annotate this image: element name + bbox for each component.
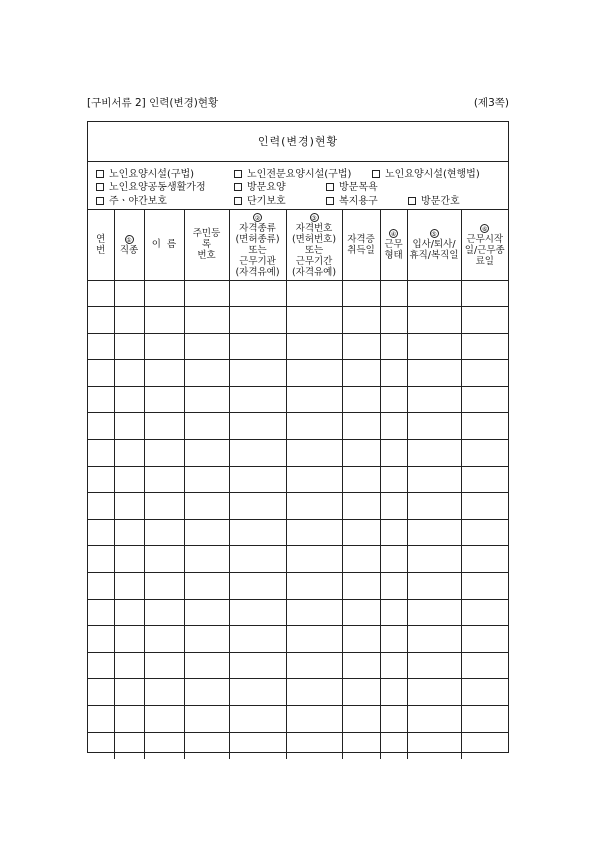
column-header-line: 록 <box>201 239 212 251</box>
table-cell[interactable] <box>114 652 144 679</box>
table-cell[interactable] <box>114 599 144 626</box>
table-cell[interactable] <box>342 573 380 600</box>
table-cell[interactable] <box>286 732 342 759</box>
table-cell[interactable] <box>342 333 380 360</box>
facility-option-label: 복지용구 <box>339 196 378 207</box>
table-cell[interactable] <box>461 519 508 546</box>
facility-option-label: 노인요양시설(현행법) <box>385 169 480 180</box>
table-cell[interactable] <box>184 652 229 679</box>
table-row <box>88 493 508 520</box>
table-row <box>88 466 508 493</box>
column-header-line: 근무기간 <box>295 255 333 267</box>
table-row <box>88 652 508 679</box>
circled-number-marker: ③ <box>311 214 317 222</box>
table-cell[interactable] <box>407 466 461 493</box>
table-cell[interactable] <box>229 466 286 493</box>
table-cell[interactable] <box>184 466 229 493</box>
column-header-line: 자격번호 <box>295 222 333 234</box>
column-header-line: 번 <box>96 244 106 256</box>
table-cell[interactable] <box>342 626 380 653</box>
table-cell[interactable] <box>144 466 184 493</box>
table-cell[interactable] <box>184 333 229 360</box>
table-cell[interactable] <box>407 386 461 413</box>
form-frame <box>87 121 509 753</box>
column-header <box>88 210 114 280</box>
table-cell[interactable] <box>88 573 114 600</box>
circled-number-marker: ① <box>126 236 132 244</box>
checkbox-icon[interactable] <box>326 197 334 205</box>
table-cell[interactable] <box>114 573 144 600</box>
table-row <box>88 732 508 759</box>
table-cell[interactable] <box>229 519 286 546</box>
table-cell[interactable] <box>461 493 508 520</box>
column-header-line: 또는 <box>248 244 267 256</box>
checkbox-icon[interactable] <box>372 170 380 178</box>
circled-number-marker: ⑥ <box>482 225 488 233</box>
facility-option[interactable] <box>234 169 351 181</box>
table-cell[interactable] <box>342 732 380 759</box>
table-body <box>88 280 508 759</box>
table-cell[interactable] <box>407 360 461 387</box>
table-cell[interactable] <box>380 307 407 334</box>
facility-option-label: 주ㆍ야간보호 <box>109 196 167 207</box>
table-cell[interactable] <box>461 546 508 573</box>
table-row <box>88 307 508 334</box>
table-cell[interactable] <box>342 679 380 706</box>
table-cell[interactable] <box>144 280 184 307</box>
column-header-line: 료일 <box>475 255 494 267</box>
facility-option-label: 단기보호 <box>247 196 286 207</box>
table-cell[interactable] <box>184 440 229 467</box>
table-cell[interactable] <box>461 360 508 387</box>
table-cell[interactable] <box>114 732 144 759</box>
table-cell[interactable] <box>461 440 508 467</box>
table-cell[interactable] <box>229 732 286 759</box>
table-cell[interactable] <box>88 652 114 679</box>
table-row <box>88 599 508 626</box>
table-cell[interactable] <box>461 333 508 360</box>
column-header-line: 일/근무종 <box>464 244 505 256</box>
table-cell[interactable] <box>407 732 461 759</box>
table-cell[interactable] <box>144 386 184 413</box>
table-row <box>88 386 508 413</box>
table-cell[interactable] <box>461 573 508 600</box>
table-cell[interactable] <box>88 626 114 653</box>
table-row <box>88 546 508 573</box>
table-cell[interactable] <box>88 732 114 759</box>
table-cell[interactable] <box>229 333 286 360</box>
table-cell[interactable] <box>286 626 342 653</box>
table-cell[interactable] <box>229 360 286 387</box>
form-header <box>87 95 509 111</box>
column-header-line: 연 <box>96 233 106 245</box>
facility-option-label: 노인요양공동생활가정 <box>109 182 206 193</box>
table-cell[interactable] <box>229 280 286 307</box>
table-cell[interactable] <box>286 466 342 493</box>
table-cell[interactable] <box>380 280 407 307</box>
column-header-line: 취득일 <box>347 244 375 256</box>
table-cell[interactable] <box>114 360 144 387</box>
column-header <box>229 210 286 280</box>
table-cell[interactable] <box>286 413 342 440</box>
column-header-line: 휴직/복직일 <box>409 250 459 262</box>
table-cell[interactable] <box>407 280 461 307</box>
table-cell[interactable] <box>407 626 461 653</box>
table-cell[interactable] <box>229 546 286 573</box>
column-header <box>286 210 342 280</box>
table-cell[interactable] <box>229 307 286 334</box>
table-row <box>88 413 508 440</box>
facility-option[interactable] <box>96 196 167 208</box>
table-cell[interactable] <box>461 466 508 493</box>
table-cell[interactable] <box>461 732 508 759</box>
table-cell[interactable] <box>114 280 144 307</box>
table-cell[interactable] <box>286 307 342 334</box>
checkbox-icon[interactable] <box>96 197 104 205</box>
table-cell[interactable] <box>88 466 114 493</box>
facility-option[interactable] <box>96 169 194 181</box>
table-cell[interactable] <box>407 413 461 440</box>
table-row <box>88 440 508 467</box>
facility-option[interactable] <box>234 196 286 208</box>
column-header <box>342 210 380 280</box>
column-header-line: 자격증 <box>347 233 375 245</box>
table-cell[interactable] <box>144 679 184 706</box>
staff-table <box>88 210 508 759</box>
checkbox-icon[interactable] <box>234 183 242 191</box>
table-cell[interactable] <box>184 573 229 600</box>
checkbox-icon[interactable] <box>234 197 242 205</box>
table-cell[interactable] <box>184 546 229 573</box>
table-cell[interactable] <box>286 493 342 520</box>
facility-option-label: 노인전문요양시설(구법) <box>247 169 352 180</box>
table-row <box>88 280 508 307</box>
table-row <box>88 706 508 733</box>
table-cell[interactable] <box>88 280 114 307</box>
table-cell[interactable] <box>114 679 144 706</box>
table-cell[interactable] <box>380 493 407 520</box>
table-row <box>88 573 508 600</box>
table-cell[interactable] <box>88 386 114 413</box>
table-row <box>88 333 508 360</box>
table-cell[interactable] <box>380 546 407 573</box>
table-cell[interactable] <box>144 519 184 546</box>
table-cell[interactable] <box>407 652 461 679</box>
table-cell[interactable] <box>144 732 184 759</box>
table-cell[interactable] <box>407 599 461 626</box>
table-cell[interactable] <box>88 599 114 626</box>
table-cell[interactable] <box>184 599 229 626</box>
table-cell[interactable] <box>380 333 407 360</box>
column-header-line: (자격유예) <box>291 266 337 278</box>
table-cell[interactable] <box>114 546 144 573</box>
table-cell[interactable] <box>184 360 229 387</box>
table-cell[interactable] <box>342 440 380 467</box>
column-header-line: (면허종류) <box>235 233 280 245</box>
table-cell[interactable] <box>461 652 508 679</box>
table-cell[interactable] <box>229 493 286 520</box>
circled-number-marker: ④ <box>390 231 397 239</box>
table-cell[interactable] <box>286 440 342 467</box>
column-header-line: 근무 <box>384 239 403 251</box>
table-cell[interactable] <box>380 732 407 759</box>
column-header-line: 입사/퇴사/ <box>412 239 456 251</box>
table-cell[interactable] <box>114 440 144 467</box>
column-header <box>407 210 461 280</box>
facility-type-checklist <box>88 162 508 210</box>
table-cell[interactable] <box>88 360 114 387</box>
table-cell[interactable] <box>184 280 229 307</box>
table-cell[interactable] <box>88 493 114 520</box>
column-header-line: 또는 <box>304 244 324 256</box>
checkbox-icon[interactable] <box>96 183 104 191</box>
table-cell[interactable] <box>407 573 461 600</box>
facility-option-label: 방문목욕 <box>339 182 378 193</box>
circled-number-marker: ② <box>254 214 261 222</box>
facility-option-label: 노인요양시설(구법) <box>109 169 195 180</box>
table-row <box>88 679 508 706</box>
column-header-line: 근무기관 <box>239 255 276 267</box>
table-cell[interactable] <box>342 706 380 733</box>
table-cell[interactable] <box>184 493 229 520</box>
table-cell[interactable] <box>144 546 184 573</box>
table-cell[interactable] <box>380 386 407 413</box>
table-cell[interactable] <box>88 706 114 733</box>
table-cell[interactable] <box>184 706 229 733</box>
table-cell[interactable] <box>380 706 407 733</box>
facility-option[interactable] <box>326 196 378 208</box>
table-cell[interactable] <box>342 493 380 520</box>
column-header <box>114 210 144 280</box>
table-cell[interactable] <box>229 652 286 679</box>
column-header-line: 근무시작 <box>466 233 504 245</box>
table-cell[interactable] <box>461 280 508 307</box>
table-cell[interactable] <box>407 546 461 573</box>
table-cell[interactable] <box>461 413 508 440</box>
table-cell[interactable] <box>88 413 114 440</box>
table-cell[interactable] <box>461 626 508 653</box>
table-cell[interactable] <box>286 679 342 706</box>
column-header-line: 자격종류 <box>239 222 276 234</box>
column-header-line: 형태 <box>384 250 403 262</box>
table-cell[interactable] <box>88 440 114 467</box>
table-cell[interactable] <box>407 519 461 546</box>
column-header <box>380 210 407 280</box>
table-cell[interactable] <box>184 386 229 413</box>
table-cell[interactable] <box>88 679 114 706</box>
table-cell[interactable] <box>229 626 286 653</box>
table-cell[interactable] <box>342 307 380 334</box>
table-cell[interactable] <box>407 706 461 733</box>
table-cell[interactable] <box>144 626 184 653</box>
table-cell[interactable] <box>380 652 407 679</box>
checkbox-icon[interactable] <box>326 183 334 191</box>
table-cell[interactable] <box>342 599 380 626</box>
table-cell[interactable] <box>342 280 380 307</box>
table-cell[interactable] <box>184 413 229 440</box>
facility-option-label: 방문간호 <box>421 196 460 207</box>
column-header-line: 주민등 <box>192 228 221 240</box>
table-cell[interactable] <box>144 360 184 387</box>
table-cell[interactable] <box>380 413 407 440</box>
table-cell[interactable] <box>144 706 184 733</box>
column-header <box>144 210 184 280</box>
facility-option[interactable] <box>96 182 206 194</box>
checkbox-icon[interactable] <box>408 197 416 205</box>
table-cell[interactable] <box>286 360 342 387</box>
table-cell[interactable] <box>286 573 342 600</box>
facility-option[interactable] <box>408 196 460 208</box>
table-cell[interactable] <box>114 307 144 334</box>
table-cell[interactable] <box>229 386 286 413</box>
table-cell[interactable] <box>286 519 342 546</box>
checkbox-icon[interactable] <box>96 170 104 178</box>
table-cell[interactable] <box>144 573 184 600</box>
table-cell[interactable] <box>184 626 229 653</box>
table-cell[interactable] <box>114 706 144 733</box>
table-cell[interactable] <box>286 386 342 413</box>
table-cell[interactable] <box>342 386 380 413</box>
table-cell[interactable] <box>380 626 407 653</box>
column-header <box>461 210 508 280</box>
table-cell[interactable] <box>380 466 407 493</box>
table-cell[interactable] <box>229 440 286 467</box>
table-cell[interactable] <box>88 519 114 546</box>
table-cell[interactable] <box>342 546 380 573</box>
facility-option[interactable] <box>234 182 286 194</box>
column-header-line: (면허번호) <box>291 233 337 245</box>
table-cell[interactable] <box>114 413 144 440</box>
table-cell[interactable] <box>144 652 184 679</box>
table-cell[interactable] <box>286 333 342 360</box>
table-cell[interactable] <box>144 333 184 360</box>
table-cell[interactable] <box>342 652 380 679</box>
table-cell[interactable] <box>114 466 144 493</box>
table-cell[interactable] <box>380 573 407 600</box>
checkbox-icon[interactable] <box>234 170 242 178</box>
column-header-line: 번호 <box>197 250 216 262</box>
table-cell[interactable] <box>229 679 286 706</box>
table-cell[interactable] <box>380 519 407 546</box>
table-cell[interactable] <box>144 413 184 440</box>
table-cell[interactable] <box>380 360 407 387</box>
table-cell[interactable] <box>144 599 184 626</box>
table-cell[interactable] <box>286 706 342 733</box>
table-row <box>88 360 508 387</box>
table-cell[interactable] <box>229 413 286 440</box>
table-cell[interactable] <box>380 599 407 626</box>
table-cell[interactable] <box>286 280 342 307</box>
circled-number-marker: ⑤ <box>431 231 437 239</box>
table-cell[interactable] <box>342 413 380 440</box>
table-cell[interactable] <box>114 493 144 520</box>
column-header-line: (자격유예) <box>235 266 280 278</box>
facility-option[interactable] <box>326 182 378 194</box>
table-cell[interactable] <box>407 679 461 706</box>
table-cell[interactable] <box>286 546 342 573</box>
table-cell[interactable] <box>114 519 144 546</box>
table-row <box>88 626 508 653</box>
facility-option[interactable] <box>372 169 480 181</box>
table-cell[interactable] <box>407 333 461 360</box>
table-cell[interactable] <box>461 706 508 733</box>
table-cell[interactable] <box>342 466 380 493</box>
column-header <box>184 210 229 280</box>
table-cell[interactable] <box>144 307 184 334</box>
column-header-line: 이 름 <box>151 239 177 251</box>
form-reference: [구비서류 2] 인력(변경)현황 <box>87 97 219 109</box>
table-cell[interactable] <box>407 307 461 334</box>
table-cell[interactable] <box>184 519 229 546</box>
table-cell[interactable] <box>380 440 407 467</box>
page-number: (제3쪽) <box>473 97 509 109</box>
table-cell[interactable] <box>144 493 184 520</box>
table-cell[interactable] <box>461 386 508 413</box>
table-cell[interactable] <box>114 333 144 360</box>
table-cell[interactable] <box>342 519 380 546</box>
table-cell[interactable] <box>184 732 229 759</box>
facility-option-label: 방문요양 <box>247 182 286 193</box>
table-cell[interactable] <box>114 626 144 653</box>
table-cell[interactable] <box>229 706 286 733</box>
table-cell[interactable] <box>380 679 407 706</box>
table-cell[interactable] <box>407 440 461 467</box>
table-row <box>88 519 508 546</box>
table-cell[interactable] <box>88 333 114 360</box>
table-cell[interactable] <box>184 679 229 706</box>
table-cell[interactable] <box>461 307 508 334</box>
table-cell[interactable] <box>229 599 286 626</box>
column-header-line: 직종 <box>119 244 139 256</box>
table-cell[interactable] <box>461 599 508 626</box>
table-cell[interactable] <box>286 599 342 626</box>
table-cell[interactable] <box>144 440 184 467</box>
table-cell[interactable] <box>407 493 461 520</box>
table-cell[interactable] <box>88 307 114 334</box>
table-cell[interactable] <box>229 573 286 600</box>
table-cell[interactable] <box>286 652 342 679</box>
table-cell[interactable] <box>342 360 380 387</box>
table-cell[interactable] <box>88 546 114 573</box>
table-cell[interactable] <box>184 307 229 334</box>
table-cell[interactable] <box>114 386 144 413</box>
form-title: 인력(변경)현황 <box>88 122 508 162</box>
table-cell[interactable] <box>461 679 508 706</box>
table-header-row <box>88 210 508 280</box>
